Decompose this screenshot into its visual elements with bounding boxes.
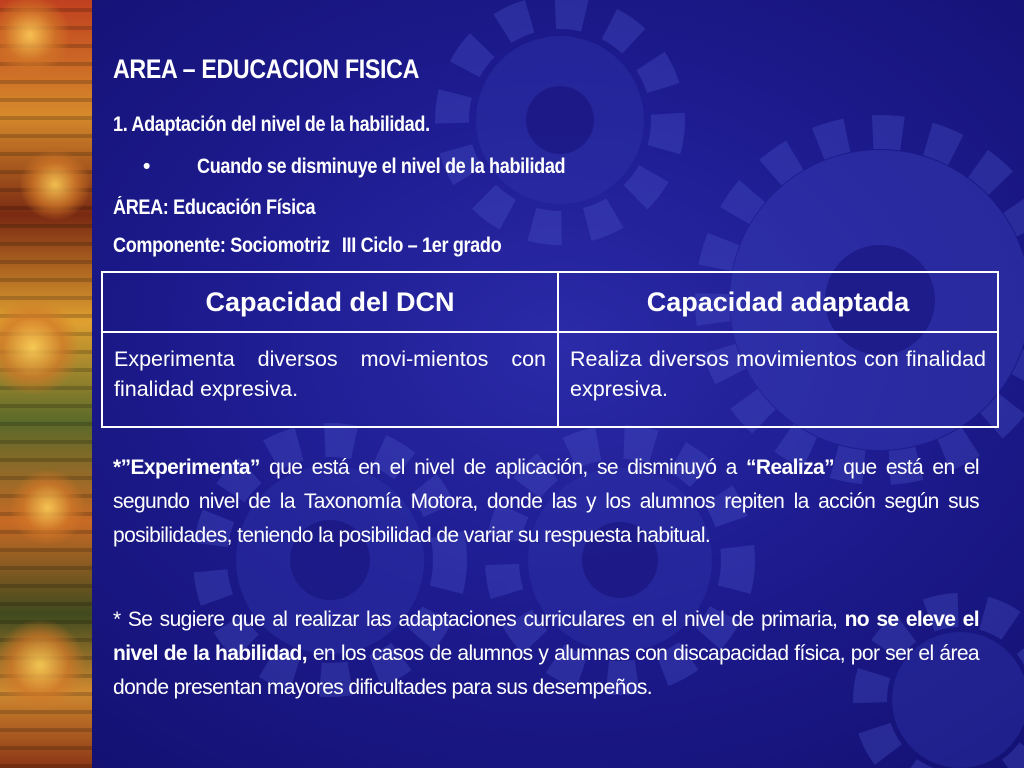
- cell-adapted-capacity: Realiza diversos movimientos con finalidad expresiva.: [558, 332, 998, 427]
- area-line: ÁREA: Educación Física: [113, 196, 316, 219]
- bullet-icon: •: [143, 155, 150, 178]
- column-header-dcn: Capacidad del DCN: [102, 272, 558, 332]
- note-1-bold-experimenta: *”Experimenta”: [113, 456, 260, 479]
- note-1-text-b: que está en el segundo nivel de la Taxonomía Motora, donde las y los alumnos repiten la acción según sus posibilidades, teniendo la posibilidad de variar su respuesta habitual.: [113, 456, 979, 547]
- component-line: [113, 234, 501, 258]
- note-2-text-a: * Se sugiere que al realizar las adaptaciones curriculares en el nivel de primaria,: [113, 608, 845, 631]
- column-header-adapted: Capacidad adaptada: [558, 272, 998, 332]
- note-2-text-b: en los casos de alumnos y alumnas con discapacidad física, por ser el área donde presentan mayores dificultades para sus desempeños.: [113, 642, 979, 699]
- heading-adaptation: 1. Adaptación del nivel de la habilidad.: [113, 113, 430, 136]
- note-1-text-a: que está en el nivel de aplicación, se disminuyó a: [259, 456, 747, 479]
- cycle-label: III Ciclo – 1er grado: [341, 234, 502, 257]
- cell-dcn-capacity: Experimenta diversos movi-mientos con finalidad expresiva.: [102, 332, 558, 427]
- note-1-bold-realiza: “Realiza”: [746, 456, 834, 479]
- table-row: [102, 332, 998, 427]
- bullet-text: Cuando se disminuye el nivel de la habilidad: [197, 155, 566, 178]
- slide-title: AREA – EDUCACION FISICA: [113, 54, 420, 84]
- note-2-bold: no se eleve el nivel de la habilidad,: [113, 608, 979, 665]
- note-paragraph-2: [113, 603, 979, 705]
- capacity-table: [101, 271, 999, 428]
- table-header-row: [102, 272, 998, 332]
- component-label: Componente: Sociomotriz: [113, 234, 330, 257]
- note-paragraph-1: [113, 451, 979, 553]
